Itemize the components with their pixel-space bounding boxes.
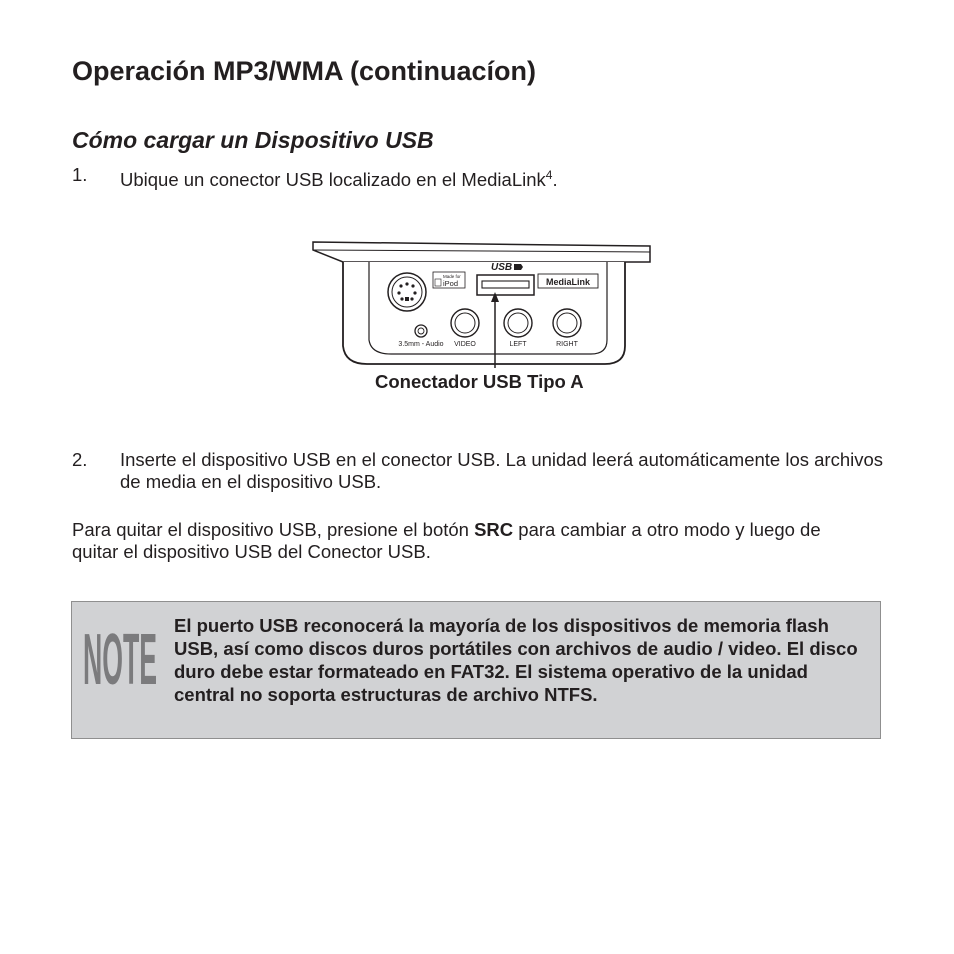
step-1-body: Ubique un conector USB localizado en el MediaLink (120, 169, 546, 191)
note-badge-text: NOTE (83, 620, 157, 700)
right-label: RIGHT (556, 341, 578, 348)
note-text: El puerto USB reconocerá la mayoría de los dispositivos de memoria flash USB, así como discos duros portátiles con archivos de audio / video. El disco duro debe estar formateado en FAT32. El sistema operativo de la unidad central no soporta estructuras de archivo NTFS. (174, 615, 858, 705)
step-1-number: 1. (72, 164, 88, 185)
made-for-label: Made for (443, 274, 461, 279)
ipod-din-port[interactable] (388, 273, 426, 311)
ipod-label: iPod (443, 279, 459, 288)
left-label: LEFT (509, 341, 527, 348)
step-2-number: 2. (72, 449, 88, 470)
usb-label: USB (491, 262, 513, 273)
figure-caption: Conectador USB Tipo A (375, 371, 584, 392)
removal-text-after: para cambiar a otro modo y luego de quitar el dispositivo USB del Conector USB. (72, 519, 821, 562)
left-rca-jack[interactable] (504, 309, 532, 337)
video-label: VIDEO (454, 341, 476, 348)
made-for-ipod-badge (433, 272, 465, 288)
step-2-text: Inserte el dispositivo USB en el conector USB. La unidad leerá automáticamente los archivos de media en el dispositivo USB. (120, 449, 884, 492)
medialink-label: MediaLink (545, 277, 591, 287)
section-heading: Cómo cargar un Dispositivo USB (72, 127, 434, 153)
note-badge (82, 613, 158, 700)
step-1-text (120, 164, 890, 191)
src-button-label: SRC (474, 519, 514, 540)
step-1-superscript: 4 (545, 168, 553, 182)
removal-paragraph (72, 519, 872, 563)
medialink-badge (538, 274, 598, 288)
medialink-diagram (305, 236, 655, 376)
video-rca-jack[interactable] (451, 309, 479, 337)
removal-text-before: Para quitar el dispositivo USB, presione el botón (72, 519, 475, 540)
step-1-suffix: . (552, 169, 558, 191)
audio-label: 3.5mm - Audio (398, 341, 444, 348)
right-rca-jack[interactable] (553, 309, 581, 337)
page-title: Operación MP3/WMA (continuacíon) (72, 56, 537, 86)
audio-jack[interactable] (415, 325, 427, 337)
usb-type-a-port[interactable] (477, 275, 534, 295)
